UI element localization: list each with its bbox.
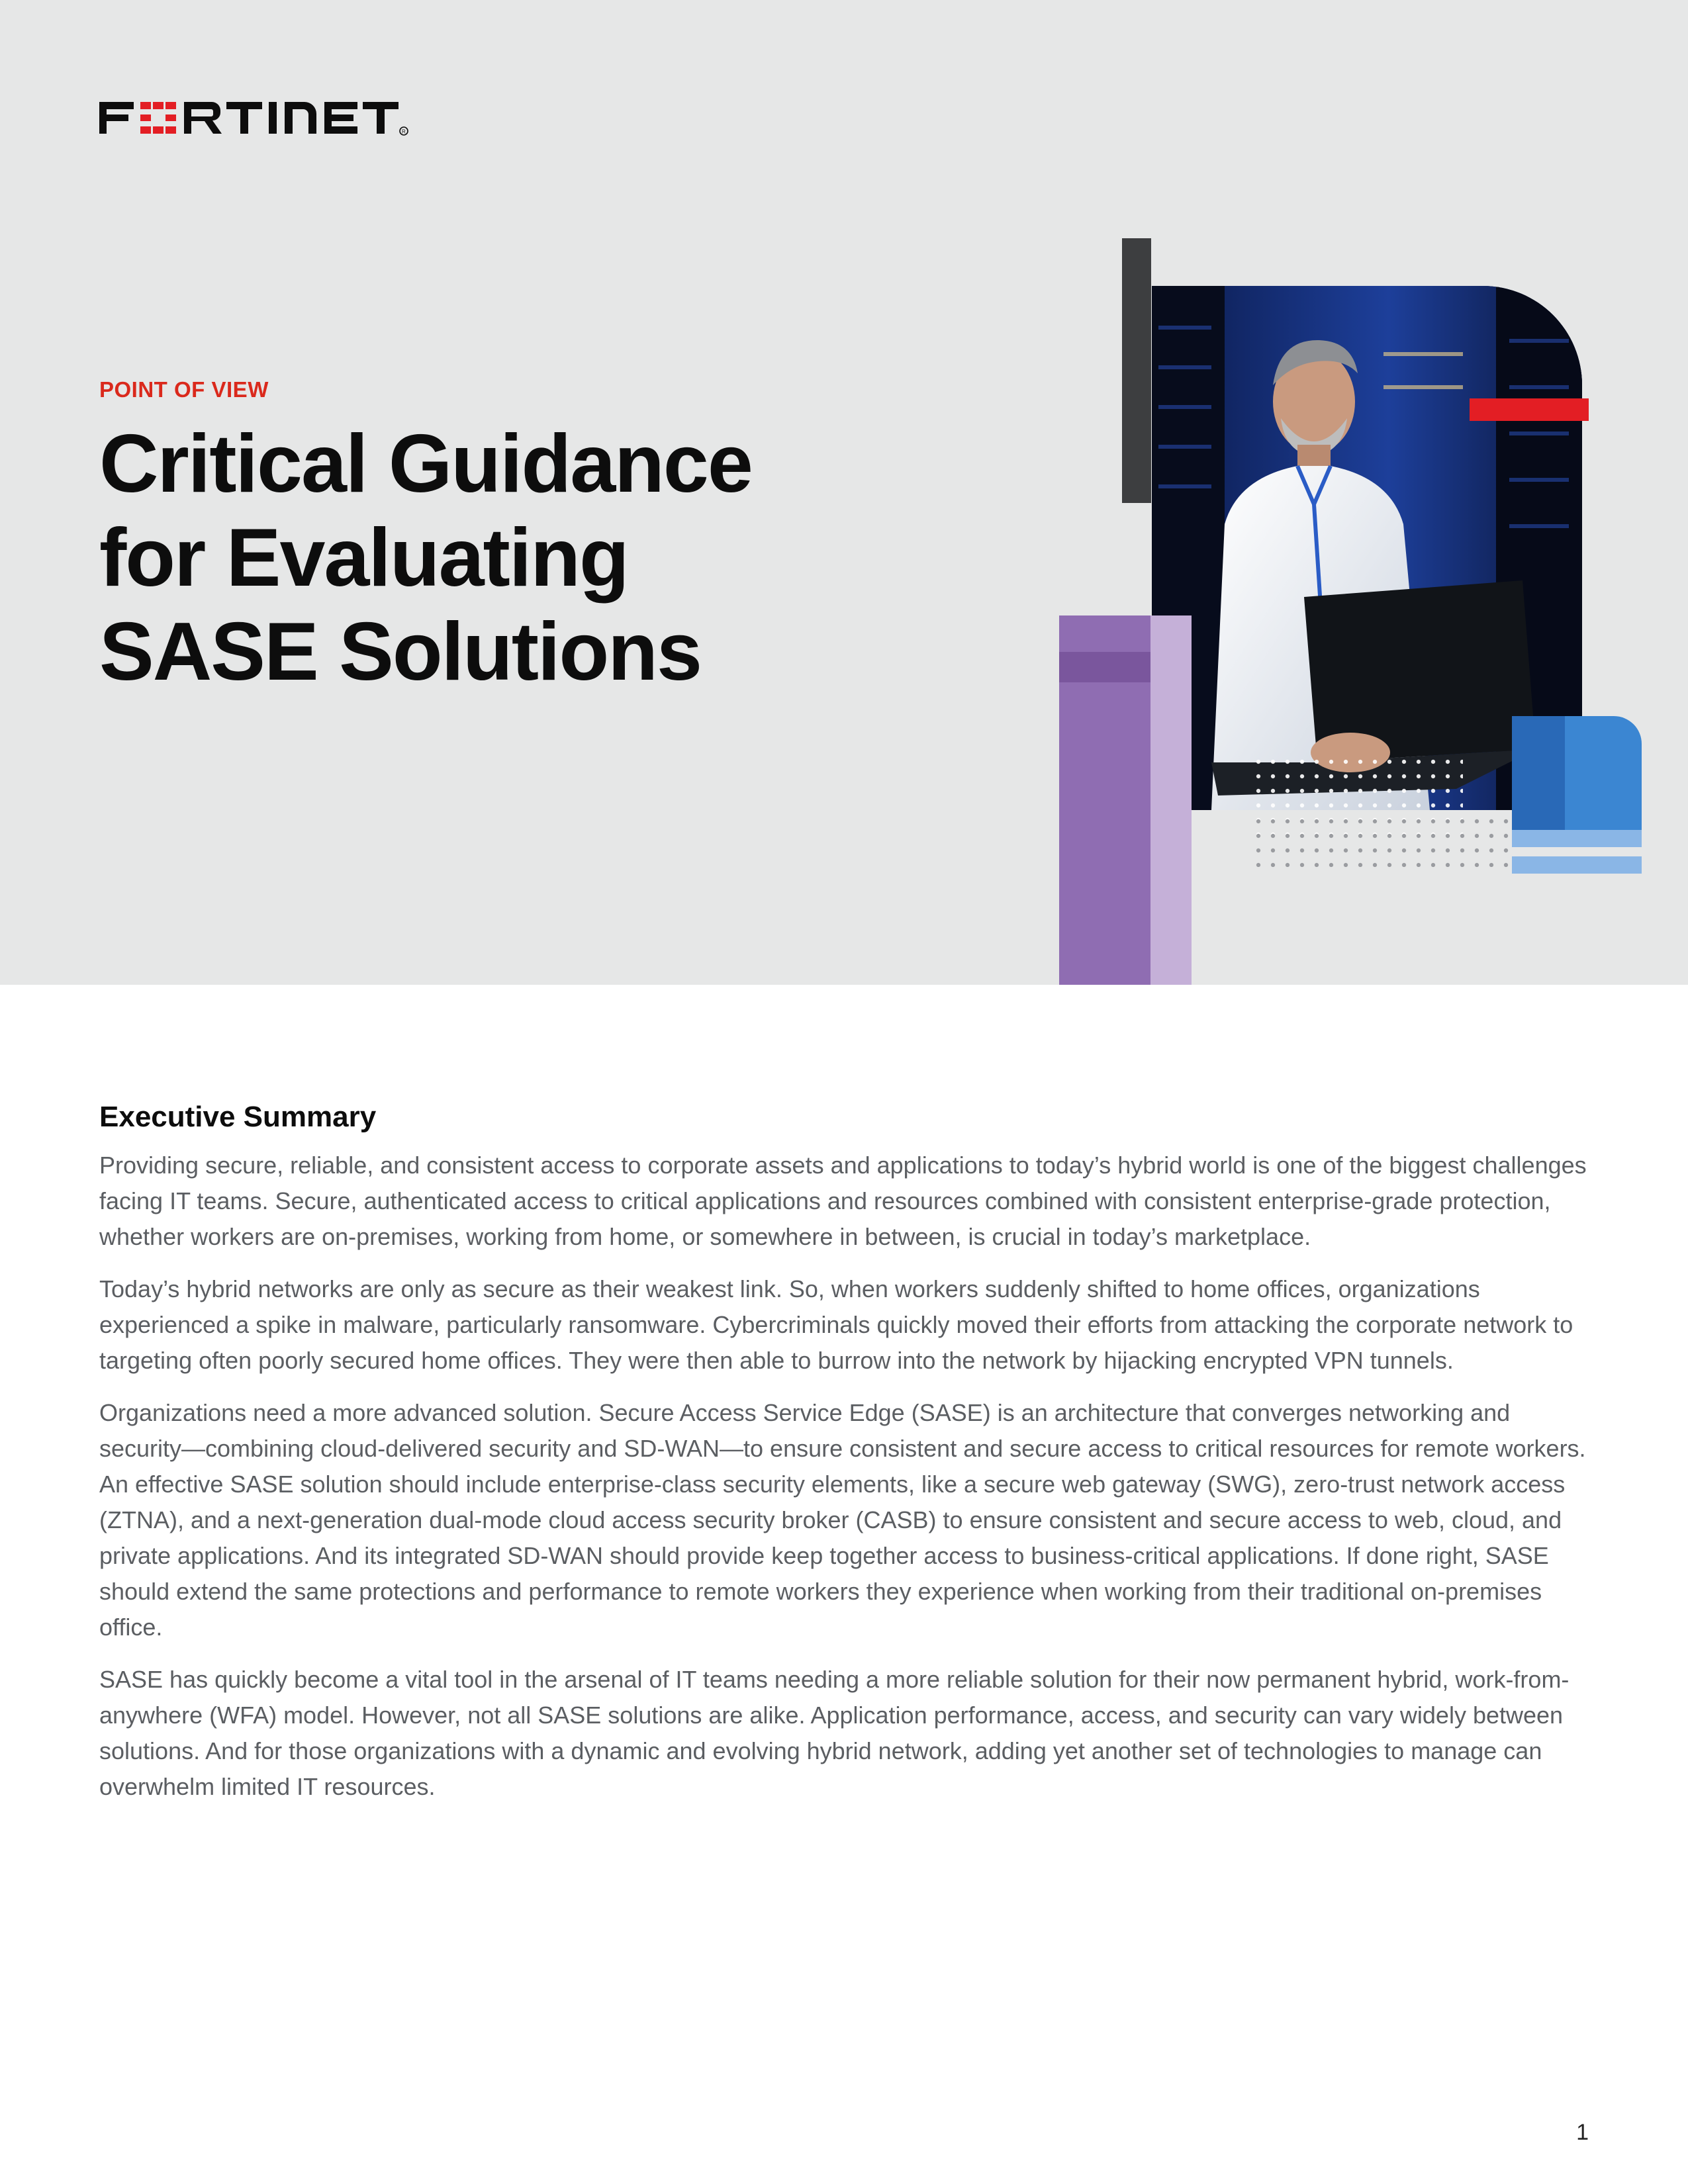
decorative-lavender-block (1150, 615, 1192, 985)
decorative-dot-grid (1251, 814, 1516, 867)
page-title (99, 417, 960, 699)
summary-paragraph: Today’s hybrid networks are only as secure as their weakest link. So, when workers suddenly shifted to home offices, organizations experienced a spike in malware, particularly ransomware. Cybercriminals quickly moved their efforts from attacking the corporate network to targeting often poorly secured home offices. They were then able to burrow into the network by hijacking encrypted VPN tunnels. (99, 1275, 1573, 1374)
title-line: SASE Solutions (99, 606, 701, 698)
fortinet-logo-mark (99, 98, 410, 138)
decorative-red-bar (1470, 398, 1589, 421)
decorative-light-blue-bar (1512, 830, 1642, 847)
section-heading: Executive Summary (99, 1101, 377, 1133)
main-content (99, 1099, 1589, 1821)
fortinet-logo (99, 98, 410, 138)
summary-paragraph: SASE has quickly become a vital tool in the arsenal of IT teams needing a more reliable solution for their now permanent hybrid, work-from-anywhere (WFA) model. However, not all SASE solutions are alike. Application performance, access, and security can vary widely between solutions. And for those organizations with a dynamic and evolving hybrid network, adding yet another set of technologies to manage can overwhelm limited IT resources. (99, 1666, 1570, 1800)
decorative-dark-bar (1122, 238, 1151, 503)
page-number: 1 (1576, 2120, 1589, 2145)
eyebrow-label: POINT OF VIEW (99, 377, 269, 402)
decorative-purple-band (1059, 652, 1150, 682)
title-line: for Evaluating (99, 512, 628, 604)
hero-graphic (1053, 232, 1648, 880)
title-line: Critical Guidance (99, 418, 752, 510)
hero-banner (0, 0, 1688, 985)
summary-paragraph: Organizations need a more advanced solution. Secure Access Service Edge (SASE) is an architecture that converges networking and security—combining cloud-delivered security and SD-WAN—to ensure consistent and secure access to critical resources for remote workers. An effective SASE solution should include enterprise-class security elements, like a secure web gateway (SWG), zero-trust network access (ZTNA), and a next-generation dual-mode cloud access security broker (CASB) to ensure consistent and secure access to web, cloud, and private applications. And its integrated SD-WAN should provide keep together access to business-critical applications. If done right, SASE should extend the same protections and performance to remote workers they experience when working from their traditional on-premises office. (99, 1399, 1586, 1641)
summary-paragraph: Providing secure, reliable, and consistent access to corporate assets and applications to today’s hybrid world is one of the biggest challenges facing IT teams. Secure, authenticated access to critical applications and resources combined with consistent enterprise-grade protection, whether workers are on-premises, working from home, or somewhere in between, is crucial in today’s marketplace. (99, 1152, 1587, 1250)
decorative-light-blue-bar (1512, 856, 1642, 874)
decorative-blue-block (1512, 716, 1642, 830)
svg-text:R: R (402, 128, 406, 135)
